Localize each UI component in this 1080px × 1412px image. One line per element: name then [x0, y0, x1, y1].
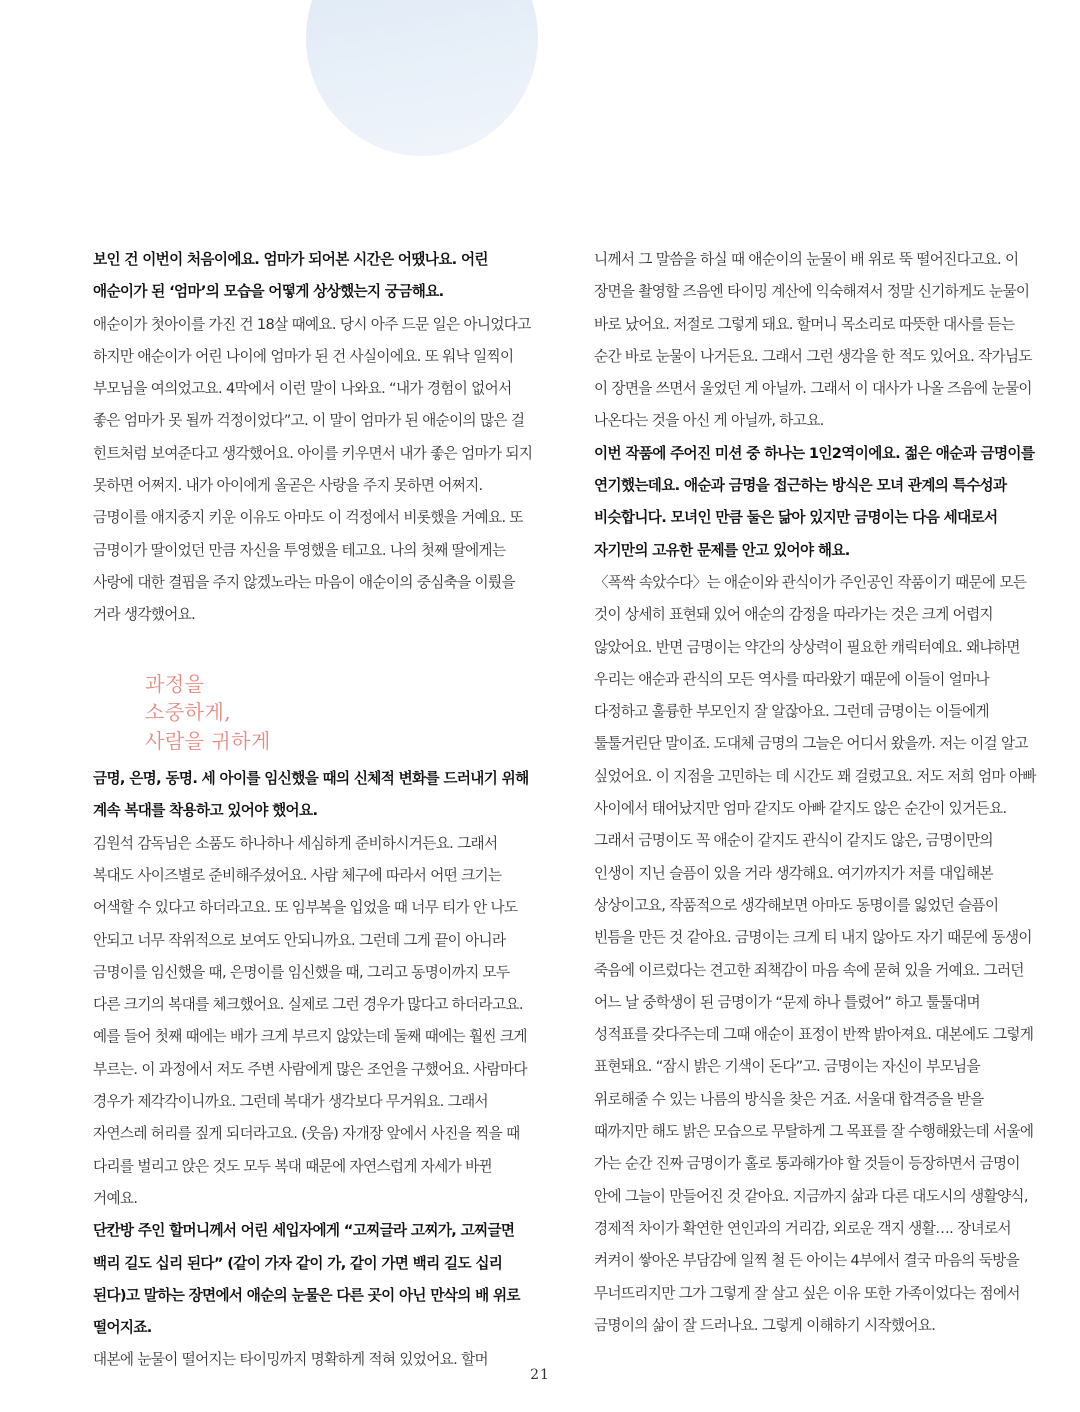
question-4: 이번 작품에 주어진 미션 중 하나는 1인2역이에요. 젊은 애순과 금명이를 연기했는데요. 애순과 금명을 접근하는 방식은 모녀 관계의 특수성과 비슷합니다. 모녀인 만큼 둘은 닮아 있지만 금명이는 다음 세대로서 자기만의 고유한 문제를 안고 있어야 해요.	[594, 444, 1035, 559]
answer-1: 애순이가 첫아이를 가진 건 18살 때예요. 당시 아주 드문 일은 아니었다고 하지만 애순이가 어린 나이에 엄마가 된 건 사실이에요. 또 워낙 일찍이 부모님을 여의었고요. 4막에서 이런 말이 나와요. “내가 경험이 없어서 좋은 엄마가 못 될까 걱정이었다”고. 이 말이 엄마가 된 애순이의 많은 걸 힌트처럼 보여준다고 생각했어요. 아이를 키우면서 내가 좋은 엄마가 되지 못하면 어쩌지. 내가 아이에게 올곧은 사랑을 주지 못하면 어쩌지. 금명이를 애지중지 키운 이유도 아마도 이 걱정에서 비롯했을 거예요. 또 금명이가 딸이었던 만큼 자신을 투영했을 테고요. 나의 첫째 딸에게는 사랑에 대한 결핍을 주지 않겠노라는 마음이 애순이의 중심축을 이뤘을 거라 생각했어요.	[93, 315, 533, 624]
subheading-line-3: 사람을 귀하게	[145, 728, 271, 753]
section-subheading	[145, 670, 533, 756]
left-column	[93, 244, 533, 1377]
right-column	[594, 244, 1036, 1342]
page-number: 21	[530, 1367, 550, 1383]
answer-2: 김원석 감독님은 소품도 하나하나 세심하게 준비하시거든요. 그래서 복대도 사이즈별로 준비해주셨어요. 사람 체구에 따라서 어떤 크기는 어색할 수 있다고 하더라고요. 또 임부복을 입었을 때 너무 티가 안 나도 안되고 너무 작위적으로 보여도 안되니까요. 그런데 그게 끝이 아니라 금명이를 임신했을 때, 은명이를 임신했을 때, 그리고 동명이까지 모두 다른 크기의 복대를 체크했어요. 실제로 그런 경우가 많다고 하더라고요. 예를 들어 첫째 때에는 배가 크게 부르지 않았는데 둘째 때에는 훨씬 크게 부르는. 이 과정에서 저도 주변 사람에게 많은 조언을 구했어요. 사람마다 경우가 제각각이니까요. 그런데 복대가 생각보다 무거워요. 그래서 자연스레 허리를 짚게 되더라고요. (웃음) 자개장 앞에서 사진을 찍을 때 다리를 벌리고 앉은 것도 모두 복대 때문에 자연스럽게 자세가 바뀐 거예요.	[93, 834, 527, 1207]
answer-3: 대본에 눈물이 떨어지는 타이밍까지 명확하게 적혀 있었어요. 할머	[93, 1351, 488, 1369]
question-3: 단칸방 주인 할머니께서 어린 세입자에게 “고찌글라 고찌가, 고찌글면 백리 길도 십리 된다” (같이 가자 같이 가, 같이 가면 백리 길도 십리 된다)고 말하는 장면에서 애순의 눈물은 다른 곳이 아닌 만삭의 배 위로 떨어지죠.	[93, 1222, 520, 1337]
answer-3-continued: 니께서 그 말씀을 하실 때 애순이의 눈물이 배 위로 뚝 떨어진다고요. 이 장면을 촬영할 즈음엔 타이밍 계산에 익숙해져서 정말 신기하게도 눈물이 바로 났어요. 저절로 그렇게 돼요. 할머니 목소리로 따뜻한 대사를 듣는 순간 바로 눈물이 나거든요. 그래서 그런 생각을 한 적도 있어요. 작가님도 이 장면을 쓰면서 울었던 게 아닐까. 그래서 이 대사가 나올 즈음에 눈물이 나온다는 것을 아신 게 아닐까, 하고요.	[594, 251, 1032, 430]
subheading-line-1: 과정을	[145, 671, 205, 696]
question-1: 보인 건 이번이 처음이에요. 엄마가 되어본 시간은 어땠나요. 어린 애순이가 된 ‘엄마’의 모습을 어떻게 상상했는지 궁금해요.	[93, 251, 488, 301]
answer-4: 〈폭싹 속았수다〉는 애순이와 관식이가 주인공인 작품이기 때문에 모든 것이 상세히 표현돼 있어 애순의 감정을 따라가는 것은 크게 어렵지 않았어요. 반면 금명이는 약간의 상상력이 필요한 캐릭터예요. 왜냐하면 우리는 애순과 관식의 모든 역사를 따라왔기 때문에 이들이 얼마나 다정하고 훌륭한 부모인지 잘 알잖아요. 그런데 금명이는 이들에게 툴툴거린단 말이죠. 도대체 금명의 그늘은 어디서 왔을까. 저는 이걸 알고 싶었어요. 이 지점을 고민하는 데 시간도 꽤 걸렸고요. 저도 저희 엄마 아빠 사이에서 태어났지만 엄마 같지도 아빠 같지도 않은 순간이 있거든요. 그래서 금명이도 꼭 애순이 같지도 관식이 같지도 않은, 금명이만의 인생이 지닌 슬픔이 있을 거라 생각해요. 여기까지가 저를 대입해본 상상이고요, 작품적으로 생각해보면 아마도 동명이를 잃었던 슬픔이 빈틈을 만든 것 같아요. 금명이는 크게 티 내지 않아도 자기 때문에 동생이 죽음에 이르렀다는 견고한 죄책감이 마음 속에 묻혀 있을 거예요. 그러던 어느 날 중학생이 된 금명이가 “문제 하나 틀렸어” 하고 툴툴대며 성적표를 갖다주는데 그때 애순이 표정이 반짝 밝아져요. 대본에도 그렇게 표현돼요. “잠시 밝은 기색이 돈다”고. 금명이는 자신이 부모님을 위로해줄 수 있는 나름의 방식을 찾은 거죠. 서울대 합격증을 받을 때까지만 해도 밝은 모습으로 무탈하게 그 목표를 잘 수행해왔는데 서울에 가는 순간 진짜 금명이가 홀로 통과해가야 할 것들이 등장하면서 금명이 안에 그늘이 만들어진 것 같아요. 지금까지 삶과 다른 대도시의 생활양식, 경제적 차이가 확연한 연인과의 거리감, 외로운 객지 생활…. 장녀로서 켜켜이 쌓아온 부담감에 일찍 철 든 아이는 4부에서 결국 마음의 둑방을 무너뜨리지만 그가 그렇게 잘 살고 싶은 이유 또한 가족이었다는 점에서 금명이의 삶이 잘 드러나요. 그렇게 이해하기 시작했어요.	[594, 573, 1036, 1334]
decorative-circle	[306, 0, 538, 156]
question-2: 금명, 은명, 동명. 세 아이를 임신했을 때의 신체적 변화를 드러내기 위해 계속 복대를 착용하고 있어야 했어요.	[93, 770, 529, 820]
subheading-line-2: 소중하게,	[145, 700, 232, 725]
